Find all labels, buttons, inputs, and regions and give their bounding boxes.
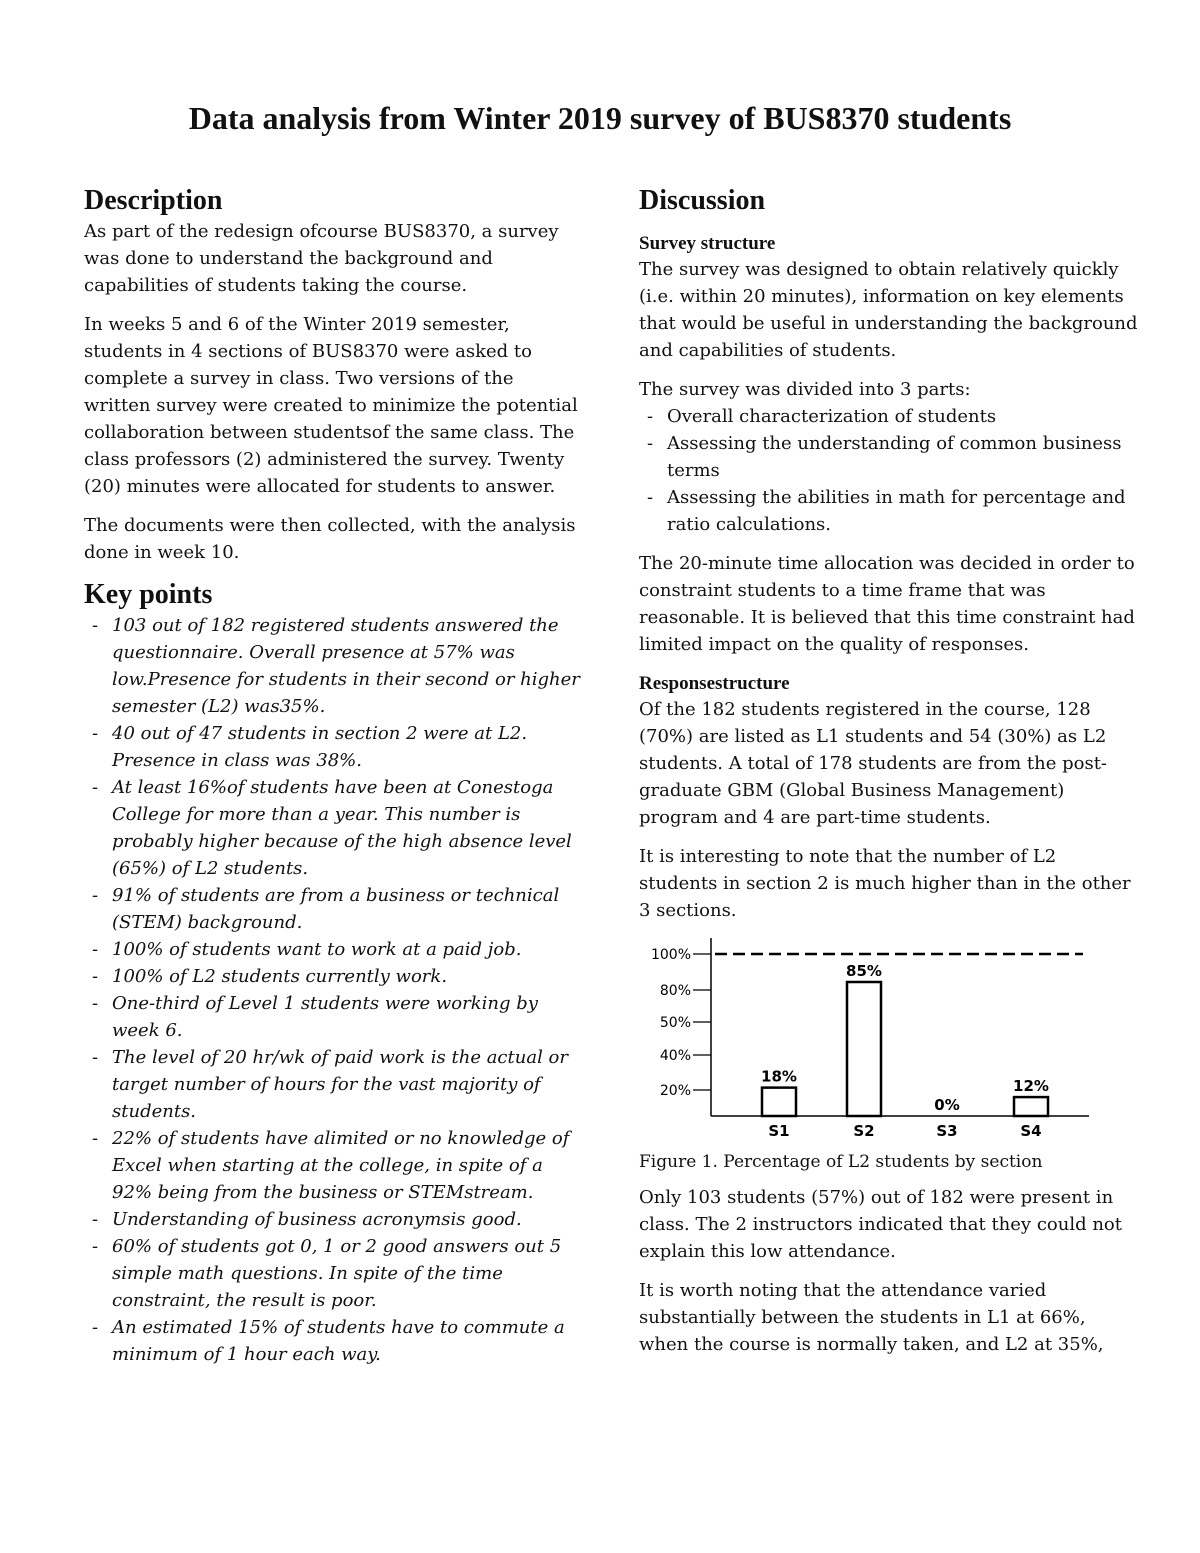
- bar-value-label: 18%: [761, 1067, 797, 1086]
- bar-s1: [762, 1088, 796, 1116]
- bar-s2: [847, 982, 881, 1116]
- attendance-paragraph: It is worth noting that the attendance varied substantially between the students in L1 at 66%, when the course is normally taken, and L2 at 35%,: [639, 1280, 1104, 1355]
- list-item: - 91% of students are from a business or technical (STEM) background.: [84, 882, 584, 936]
- list-item: - At least 16%of students have been at Conestoga College for more than a year. This number is probably higher because of the high absence level (65%) of L2 students.: [84, 774, 584, 882]
- description-paragraph: The documents were then collected, with the analysis done in week 10.: [84, 515, 576, 563]
- description-paragraph: In weeks 5 and 6 of the Winter 2019 semester, students in 4 sections of BUS8370 were asked to complete a survey in class. Two versions of the written survey were created to minimize the potential collaboration between studentsof the same class. The class professors (2) administered the survey. Twenty (20) minutes were allocated for students to answer.: [84, 314, 578, 497]
- chart-svg: [639, 928, 1119, 1148]
- bar-s4: [1014, 1097, 1048, 1116]
- response-structure-heading: Responsestructure: [639, 673, 790, 694]
- description-heading: Description: [84, 185, 223, 216]
- y-tick-label: 80%: [659, 983, 691, 999]
- bar-value-label: 85%: [846, 962, 882, 980]
- response-structure-paragraph: It is interesting to note that the number of L2 students in section 2 is much higher than in the other 3 sections.: [639, 846, 1131, 921]
- bar-value-label: 12%: [1013, 1077, 1049, 1096]
- y-tick-label: 50%: [659, 1015, 691, 1031]
- y-tick-label: 100%: [650, 947, 691, 963]
- discussion-heading: Discussion: [639, 185, 766, 216]
- right-column: [639, 184, 1139, 1370]
- list-item: - An estimated 15% of students have to commute a minimum of 1 hour each way.: [84, 1314, 584, 1368]
- key-points-list: [84, 612, 584, 1368]
- left-column: [84, 184, 584, 1380]
- key-points-heading: Key points: [84, 579, 213, 610]
- survey-structure-heading: Survey structure: [639, 233, 776, 254]
- description-paragraph: As part of the redesign ofcourse BUS8370, a survey was done to understand the background and capabilities of students taking the course.: [84, 221, 559, 296]
- page-title: Data analysis from Winter 2019 survey of BUS8370 students: [188, 100, 1012, 136]
- list-item: - 40 out of 47 students in section 2 were at L2. Presence in class was 38%.: [84, 720, 584, 774]
- list-item: - 103 out of 182 registered students answered the questionnaire. Overall presence at 57% was low.Presence for students in their second or higher semester (L2) was35%.: [84, 612, 584, 720]
- list-item: - One-third of Level 1 students were working by week 6.: [84, 990, 584, 1044]
- list-item: - Assessing the understanding of common business terms: [639, 430, 1139, 484]
- list-item: - 22% of students have alimited or no knowledge of Excel when starting at the college, in spite of a 92% being from the business or STEMstream.: [84, 1125, 584, 1206]
- y-tick-label: 40%: [659, 1048, 691, 1064]
- y-tick-label: 20%: [659, 1083, 691, 1099]
- list-item: - The level of 20 hr/wk of paid work is the actual or target number of hours for the vast majority of students.: [84, 1044, 584, 1125]
- figure-caption: Figure 1. Percentage of L2 students by section: [639, 1152, 1043, 1172]
- list-item: - 100% of students want to work at a paid job.: [84, 936, 584, 963]
- list-item: - Overall characterization of students: [639, 403, 1139, 430]
- attendance-paragraph: Only 103 students (57%) out of 182 were present in class. The 2 instructors indicated that they could not explain this low attendance.: [639, 1187, 1122, 1262]
- category-label: S4: [1020, 1122, 1042, 1140]
- list-item: - 100% of L2 students currently work.: [84, 963, 584, 990]
- response-structure-paragraph: Of the 182 students registered in the course, 128 (70%) are listed as L1 students and 54 (30%) as L2 students. A total of 178 students are from the post-graduate GBM (Global Business Management) program and 4 are part-time students.: [639, 699, 1108, 828]
- category-label: S1: [768, 1122, 790, 1140]
- l2-by-section-chart: [639, 928, 1119, 1148]
- list-item: - Understanding of business acronymsis good.: [84, 1206, 584, 1233]
- survey-structure-paragraph: The survey was designed to obtain relatively quickly (i.e. within 20 minutes), information on key elements that would be useful in understanding the background and capabilities of students.: [639, 259, 1138, 361]
- list-item: - 60% of students got 0, 1 or 2 good answers out 5 simple math questions. In spite of the time constraint, the result is poor.: [84, 1233, 584, 1314]
- category-label: S3: [936, 1122, 958, 1140]
- survey-structure-paragraph: The 20-minute time allocation was decided in order to constraint students to a time frame that was reasonable. It is believed that this time constraint had limited impact on the quality of responses.: [639, 553, 1135, 655]
- list-item: - Assessing the abilities in math for percentage and ratio calculations.: [639, 484, 1139, 538]
- category-label: S2: [853, 1122, 875, 1140]
- survey-structure-paragraph: The survey was divided into 3 parts:: [639, 379, 971, 400]
- bar-value-label: 0%: [934, 1096, 960, 1114]
- survey-parts-list: [639, 403, 1139, 538]
